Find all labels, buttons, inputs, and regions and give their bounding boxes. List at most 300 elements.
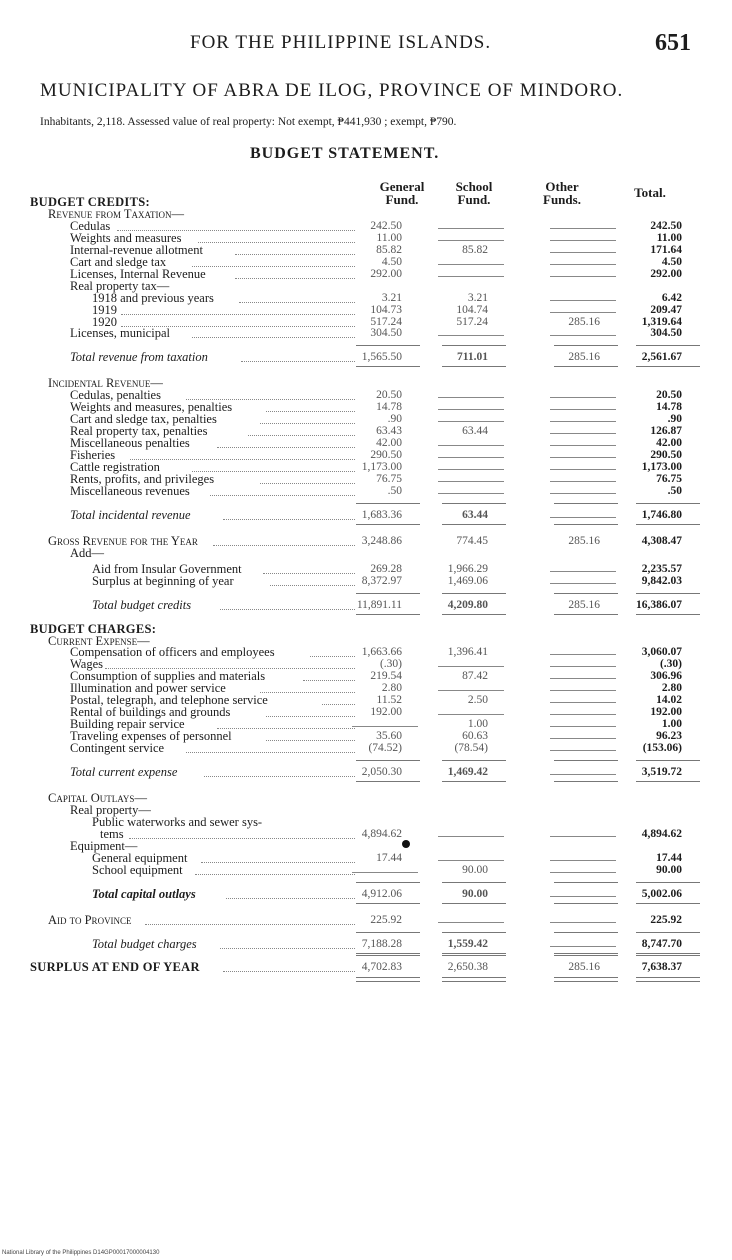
row-label: Aid to Province bbox=[48, 912, 132, 927]
blank-value-rule bbox=[550, 896, 616, 897]
cell-school: 90.00 bbox=[462, 887, 488, 900]
blank-value-rule bbox=[550, 702, 616, 703]
row-label: Wages bbox=[70, 657, 104, 672]
row-label: Total incidental revenue bbox=[70, 507, 191, 522]
cell-total: 14.02 bbox=[656, 694, 682, 707]
row-label: General equipment bbox=[92, 850, 188, 865]
blank-value-rule bbox=[550, 774, 616, 775]
sum-rule bbox=[554, 781, 618, 782]
blank-value-rule bbox=[438, 421, 504, 422]
cell-total: 17.44 bbox=[656, 851, 682, 864]
blank-value-rule bbox=[438, 457, 504, 458]
row-label: 1918 and previous years bbox=[92, 290, 214, 305]
cell-general: 85.82 bbox=[376, 243, 402, 256]
cell-total: (153.06) bbox=[642, 742, 682, 755]
dot-leader bbox=[192, 266, 355, 267]
blank-value-rule bbox=[550, 240, 616, 241]
blank-value-rule bbox=[438, 335, 504, 336]
dot-leader bbox=[217, 728, 355, 729]
blank-value-rule bbox=[550, 750, 616, 751]
statement-title: BUDGET STATEMENT. bbox=[250, 145, 440, 162]
blank-value-rule bbox=[550, 872, 616, 873]
cell-total: 2,235.57 bbox=[641, 562, 682, 575]
row-label: Traveling expenses of personnel bbox=[70, 729, 232, 744]
double-rule bbox=[554, 977, 618, 982]
cell-total: 3,519.72 bbox=[641, 766, 682, 778]
sum-rule bbox=[554, 503, 618, 504]
dot-leader bbox=[121, 314, 355, 315]
cell-total: 4,308.47 bbox=[641, 534, 682, 547]
blank-value-rule bbox=[550, 228, 616, 229]
blank-value-rule bbox=[550, 860, 616, 861]
cell-total: 290.50 bbox=[650, 449, 682, 462]
sum-rule bbox=[636, 760, 700, 761]
table-row bbox=[0, 914, 732, 927]
blank-value-rule bbox=[438, 469, 504, 470]
cell-general: 104.73 bbox=[370, 303, 402, 316]
sum-rule bbox=[636, 345, 700, 346]
sum-rule bbox=[442, 503, 506, 504]
blank-value-rule bbox=[550, 433, 616, 434]
cell-total: 2,561.67 bbox=[641, 351, 682, 364]
cell-other: 285.16 bbox=[568, 315, 600, 328]
blank-value-rule bbox=[438, 860, 504, 861]
cell-general: (.30) bbox=[379, 658, 402, 671]
row-label: Postal, telegraph, and telephone service bbox=[70, 693, 268, 708]
blank-value-rule bbox=[550, 571, 616, 572]
blank-value-rule bbox=[550, 312, 616, 313]
cell-school: 87.42 bbox=[462, 670, 488, 683]
inhabitants-line: Inhabitants, 2,118. Assessed value of real property: Not exempt, ₱441,930 ; exempt, ₱790. bbox=[40, 116, 457, 128]
sum-rule bbox=[356, 760, 420, 761]
cell-general: 225.92 bbox=[370, 913, 402, 926]
dot-leader bbox=[192, 471, 355, 472]
cell-total: 5,002.06 bbox=[641, 887, 682, 900]
cell-total: 20.50 bbox=[656, 389, 682, 402]
blank-value-rule bbox=[550, 583, 616, 584]
row-label: Total budget charges bbox=[92, 936, 197, 951]
blank-value-rule bbox=[550, 397, 616, 398]
row-label: Weights and measures, penalties bbox=[70, 400, 233, 415]
row-label: Gross Revenue for the Year bbox=[48, 533, 198, 548]
blank-value-rule bbox=[550, 690, 616, 691]
row-label: Cedulas, penalties bbox=[70, 388, 161, 403]
cell-general: 20.50 bbox=[376, 389, 402, 402]
cell-general: 3.21 bbox=[381, 291, 402, 304]
blank-value-rule bbox=[438, 276, 504, 277]
blank-value-rule bbox=[438, 714, 504, 715]
cell-general: 242.50 bbox=[370, 219, 402, 232]
sum-rule bbox=[554, 345, 618, 346]
cell-total: 96.23 bbox=[656, 730, 682, 743]
row-label: Revenue from Taxation— bbox=[48, 206, 184, 221]
sum-rule bbox=[442, 345, 506, 346]
row-label: Current Expense— bbox=[48, 633, 150, 648]
row-label: Real property— bbox=[70, 802, 151, 817]
cell-general: 3,248.86 bbox=[361, 534, 402, 547]
sum-rule bbox=[442, 953, 506, 954]
column-header-text: General Fund. bbox=[379, 179, 425, 207]
blank-value-rule bbox=[550, 836, 616, 837]
cell-total: 171.64 bbox=[650, 243, 682, 256]
row-label: Cedulas bbox=[70, 218, 111, 233]
cell-general: 8,372.97 bbox=[361, 574, 402, 587]
row-label: Fisheries bbox=[70, 448, 116, 463]
row-label: Weights and measures bbox=[70, 230, 182, 245]
sum-rule bbox=[636, 593, 700, 594]
cell-total: .50 bbox=[667, 484, 682, 497]
cell-general: 2.80 bbox=[381, 682, 402, 695]
sum-rule bbox=[356, 593, 420, 594]
blank-value-rule bbox=[438, 445, 504, 446]
row-label: Total budget credits bbox=[92, 597, 192, 612]
cell-other: 285.16 bbox=[568, 598, 600, 611]
cell-school: 774.45 bbox=[456, 534, 488, 547]
cell-general: 292.00 bbox=[370, 267, 402, 280]
blank-value-rule bbox=[550, 300, 616, 301]
cell-total: 90.00 bbox=[656, 863, 682, 876]
cell-general: 304.50 bbox=[370, 327, 402, 340]
blank-value-rule bbox=[438, 264, 504, 265]
table-row bbox=[0, 327, 732, 340]
cell-total: 1,746.80 bbox=[641, 508, 682, 521]
blank-value-rule bbox=[438, 240, 504, 241]
blank-value-rule bbox=[550, 922, 616, 923]
blank-value-rule bbox=[550, 726, 616, 727]
cell-general: 42.00 bbox=[376, 437, 402, 450]
table-row bbox=[0, 351, 732, 364]
cell-general: (74.52) bbox=[368, 742, 402, 755]
table-row bbox=[0, 766, 732, 779]
sum-rule bbox=[356, 524, 420, 525]
row-label: BUDGET CREDITS: bbox=[30, 195, 150, 209]
cell-total: .90 bbox=[667, 413, 682, 426]
blank-value-rule bbox=[352, 872, 418, 873]
blank-value-rule bbox=[550, 481, 616, 482]
cell-school: 1.00 bbox=[467, 718, 488, 731]
sum-rule bbox=[356, 903, 420, 904]
cell-general: 4.50 bbox=[381, 255, 402, 268]
table-row bbox=[0, 938, 732, 951]
row-label: Rental of buildings and grounds bbox=[70, 705, 231, 720]
sum-rule bbox=[636, 932, 700, 933]
row-label: Real property tax— bbox=[70, 278, 170, 293]
sum-rule bbox=[356, 953, 420, 954]
table-row bbox=[0, 742, 732, 755]
blank-value-rule bbox=[550, 335, 616, 336]
blank-value-rule bbox=[352, 726, 418, 727]
row-label: Real property tax, penalties bbox=[70, 424, 208, 439]
sum-rule bbox=[356, 614, 420, 615]
cell-total: 292.00 bbox=[650, 267, 682, 280]
sum-rule bbox=[554, 953, 618, 954]
cell-general: 192.00 bbox=[370, 706, 402, 719]
blank-value-rule bbox=[550, 946, 616, 947]
sum-rule bbox=[636, 366, 700, 367]
sum-rule bbox=[442, 524, 506, 525]
row-label: Cattle registration bbox=[70, 460, 160, 474]
column-header-text: Total. bbox=[634, 185, 666, 200]
sum-rule bbox=[442, 366, 506, 367]
cell-total: 1,173.00 bbox=[641, 461, 682, 473]
cell-total: (.30) bbox=[659, 658, 682, 671]
sum-rule bbox=[356, 345, 420, 346]
cell-total: 6.42 bbox=[661, 291, 682, 304]
sum-rule bbox=[554, 882, 618, 883]
blank-value-rule bbox=[550, 666, 616, 667]
row-label: Licenses, municipal bbox=[70, 326, 170, 341]
sum-rule bbox=[356, 503, 420, 504]
cell-general: 1,683.36 bbox=[361, 508, 402, 521]
cell-general: 76.75 bbox=[376, 472, 402, 485]
blank-value-rule bbox=[550, 469, 616, 470]
sum-rule bbox=[356, 882, 420, 883]
cell-general: 4,702.83 bbox=[361, 961, 402, 974]
row-label: Cart and sledge tax bbox=[70, 254, 167, 269]
sum-rule bbox=[636, 903, 700, 904]
cell-general: 11,891.11 bbox=[356, 598, 402, 611]
cell-total: 192.00 bbox=[650, 706, 682, 719]
cell-general: 11.00 bbox=[376, 231, 402, 244]
cell-general: 1,173.00 bbox=[361, 461, 402, 473]
cell-school: 60.63 bbox=[462, 730, 488, 743]
printed-dot bbox=[402, 840, 410, 848]
cell-general: 4,912.06 bbox=[361, 887, 402, 900]
blank-value-rule bbox=[550, 678, 616, 679]
cell-total: 14.78 bbox=[656, 401, 682, 414]
table-row bbox=[0, 864, 732, 877]
row-label: BUDGET CHARGES: bbox=[30, 621, 157, 636]
cell-school: 3.21 bbox=[467, 291, 488, 304]
row-label: Compensation of officers and employees bbox=[70, 645, 275, 660]
cell-total: 16,386.07 bbox=[636, 598, 682, 611]
row-label: Add— bbox=[70, 545, 105, 560]
sum-rule bbox=[554, 903, 618, 904]
cell-total: 7,638.37 bbox=[641, 961, 682, 974]
cell-general: 269.28 bbox=[370, 562, 402, 575]
cell-general: 1,663.66 bbox=[361, 646, 402, 659]
double-rule bbox=[442, 977, 506, 982]
row-label: tems bbox=[100, 826, 124, 841]
cell-total: 209.47 bbox=[650, 303, 682, 316]
blank-value-rule bbox=[550, 276, 616, 277]
sum-rule bbox=[356, 366, 420, 367]
dot-leader bbox=[145, 924, 355, 925]
column-header-text: Other Funds. bbox=[543, 179, 581, 207]
row-label: School equipment bbox=[92, 862, 183, 877]
sum-rule bbox=[554, 932, 618, 933]
sum-rule bbox=[554, 760, 618, 761]
row-label: Rents, profits, and privileges bbox=[70, 471, 215, 486]
row-label: Miscellaneous revenues bbox=[70, 483, 190, 498]
sum-rule bbox=[442, 903, 506, 904]
cell-general: .90 bbox=[387, 413, 402, 426]
row-label: 1919 bbox=[92, 302, 117, 317]
sum-rule bbox=[636, 503, 700, 504]
cell-school: 90.00 bbox=[462, 863, 488, 876]
cell-total: 1,319.64 bbox=[641, 315, 682, 328]
blank-value-rule bbox=[438, 836, 504, 837]
sum-rule bbox=[442, 882, 506, 883]
row-label: Consumption of supplies and materials bbox=[70, 669, 266, 684]
cell-school: 104.74 bbox=[456, 303, 488, 316]
cell-total: 126.87 bbox=[650, 425, 682, 438]
blank-value-rule bbox=[438, 922, 504, 923]
cell-school: 1,469.42 bbox=[447, 766, 488, 778]
blank-value-rule bbox=[550, 714, 616, 715]
sum-rule bbox=[554, 524, 618, 525]
sum-rule bbox=[636, 781, 700, 782]
cell-other: 285.16 bbox=[568, 351, 600, 364]
cell-school: 1,469.06 bbox=[447, 574, 488, 587]
dot-leader bbox=[192, 337, 355, 338]
double-rule bbox=[356, 977, 420, 982]
row-label: Total revenue from taxation bbox=[70, 350, 208, 365]
cell-general: 517.24 bbox=[370, 315, 402, 328]
cell-total: 4.50 bbox=[661, 255, 682, 268]
blank-value-rule bbox=[550, 738, 616, 739]
sum-rule bbox=[636, 614, 700, 615]
dot-leader bbox=[130, 459, 355, 460]
row-label: Building repair service bbox=[70, 717, 185, 732]
sum-rule bbox=[442, 781, 506, 782]
row-label: Total current expense bbox=[70, 765, 178, 779]
dot-leader bbox=[195, 874, 355, 875]
double-rule bbox=[636, 977, 700, 982]
cell-general: 35.60 bbox=[376, 730, 402, 743]
sum-rule bbox=[442, 955, 506, 956]
cell-other: 285.16 bbox=[568, 534, 600, 547]
running-title: FOR THE PHILIPPINE ISLANDS. bbox=[190, 32, 492, 53]
footer-credit: National Library of the Philippines D14GP00017000004130 bbox=[2, 1250, 160, 1256]
cell-general: 17.44 bbox=[376, 851, 402, 864]
cell-school: 85.82 bbox=[462, 243, 488, 256]
sum-rule bbox=[554, 614, 618, 615]
blank-value-rule bbox=[550, 252, 616, 253]
table-row bbox=[0, 888, 732, 901]
row-label: Aid from Insular Government bbox=[92, 561, 242, 576]
cell-other: 285.16 bbox=[568, 961, 600, 974]
cell-school: 63.44 bbox=[462, 425, 488, 438]
sum-rule bbox=[442, 760, 506, 761]
sum-rule bbox=[636, 953, 700, 954]
municipality-title: MUNICIPALITY OF ABRA DE ILOG, PROVINCE OF MINDORO. bbox=[40, 80, 624, 101]
dot-leader bbox=[186, 752, 355, 753]
row-label: Licenses, Internal Revenue bbox=[70, 266, 206, 281]
row-label: Illumination and power service bbox=[70, 681, 226, 696]
sum-rule bbox=[554, 366, 618, 367]
cell-general: 14.78 bbox=[376, 401, 402, 414]
cell-total: 42.00 bbox=[656, 437, 682, 450]
sum-rule bbox=[636, 524, 700, 525]
cell-general: 63.43 bbox=[376, 425, 402, 438]
table-row bbox=[0, 599, 732, 612]
sum-rule bbox=[442, 932, 506, 933]
cell-total: 3,060.07 bbox=[641, 646, 682, 659]
blank-value-rule bbox=[550, 264, 616, 265]
cell-general: 4,894.62 bbox=[361, 827, 402, 840]
row-label: SURPLUS AT END OF YEAR bbox=[30, 960, 200, 975]
sum-rule bbox=[636, 955, 700, 956]
row-label: Total capital outlays bbox=[92, 886, 196, 901]
blank-value-rule bbox=[550, 457, 616, 458]
blank-value-rule bbox=[550, 654, 616, 655]
cell-total: 4,894.62 bbox=[641, 827, 682, 840]
cell-school: 1,396.41 bbox=[447, 646, 488, 659]
sum-rule bbox=[554, 593, 618, 594]
cell-total: 76.75 bbox=[656, 472, 682, 485]
blank-value-rule bbox=[550, 409, 616, 410]
cell-school: 4,209.80 bbox=[447, 598, 488, 611]
blank-value-rule bbox=[438, 409, 504, 410]
row-label: Public waterworks and sewer sys- bbox=[92, 814, 263, 829]
cell-general: 7,188.28 bbox=[361, 937, 402, 950]
cell-general: 2,050.30 bbox=[361, 766, 402, 778]
row-label: Equipment— bbox=[70, 838, 138, 853]
cell-total: 225.92 bbox=[650, 913, 682, 926]
dot-leader bbox=[129, 838, 355, 839]
cell-general: 219.54 bbox=[370, 670, 402, 683]
blank-value-rule bbox=[438, 666, 504, 667]
blank-value-rule bbox=[438, 481, 504, 482]
row-label: Cart and sledge tax, penalties bbox=[70, 412, 217, 427]
sum-rule bbox=[356, 932, 420, 933]
blank-value-rule bbox=[550, 445, 616, 446]
cell-total: 2.80 bbox=[661, 682, 682, 695]
cell-school: 2,650.38 bbox=[447, 961, 488, 974]
cell-general: 290.50 bbox=[370, 449, 402, 462]
sum-rule bbox=[636, 882, 700, 883]
cell-school: (78.54) bbox=[454, 742, 488, 755]
cell-total: 8,747.70 bbox=[641, 937, 682, 950]
cell-total: 304.50 bbox=[650, 327, 682, 340]
sum-rule bbox=[554, 955, 618, 956]
blank-value-rule bbox=[438, 397, 504, 398]
blank-value-rule bbox=[550, 493, 616, 494]
cell-total: 9,842.03 bbox=[641, 574, 682, 587]
cell-total: 1.00 bbox=[661, 718, 682, 731]
row-label: Miscellaneous penalties bbox=[70, 436, 190, 451]
row-label: Internal-revenue allotment bbox=[70, 242, 203, 257]
sum-rule bbox=[356, 955, 420, 956]
row-label: Surplus at beginning of year bbox=[92, 573, 234, 588]
cell-school: 711.01 bbox=[457, 351, 488, 364]
sum-rule bbox=[356, 781, 420, 782]
sum-rule bbox=[442, 614, 506, 615]
row-label: Capital Outlays— bbox=[48, 790, 147, 805]
blank-value-rule bbox=[550, 421, 616, 422]
table-row bbox=[0, 547, 732, 560]
cell-general: 11.52 bbox=[376, 694, 402, 707]
table-row bbox=[0, 509, 732, 522]
cell-school: 2.50 bbox=[467, 694, 488, 707]
page-number: 651 bbox=[655, 30, 691, 56]
row-label: Contingent service bbox=[70, 741, 165, 756]
cell-school: 517.24 bbox=[456, 315, 488, 328]
cell-school: 1,966.29 bbox=[447, 562, 488, 575]
table-row bbox=[0, 575, 732, 588]
column-header-text: School Fund. bbox=[455, 179, 493, 207]
cell-total: 242.50 bbox=[650, 219, 682, 232]
cell-general: 1,565.50 bbox=[361, 351, 402, 364]
cell-school: 1,559.42 bbox=[447, 937, 488, 950]
blank-value-rule bbox=[438, 690, 504, 691]
blank-value-rule bbox=[438, 228, 504, 229]
cell-school: 63.44 bbox=[462, 508, 488, 521]
blank-value-rule bbox=[550, 517, 616, 518]
cell-total: 306.96 bbox=[650, 670, 682, 683]
table-row bbox=[0, 961, 732, 974]
